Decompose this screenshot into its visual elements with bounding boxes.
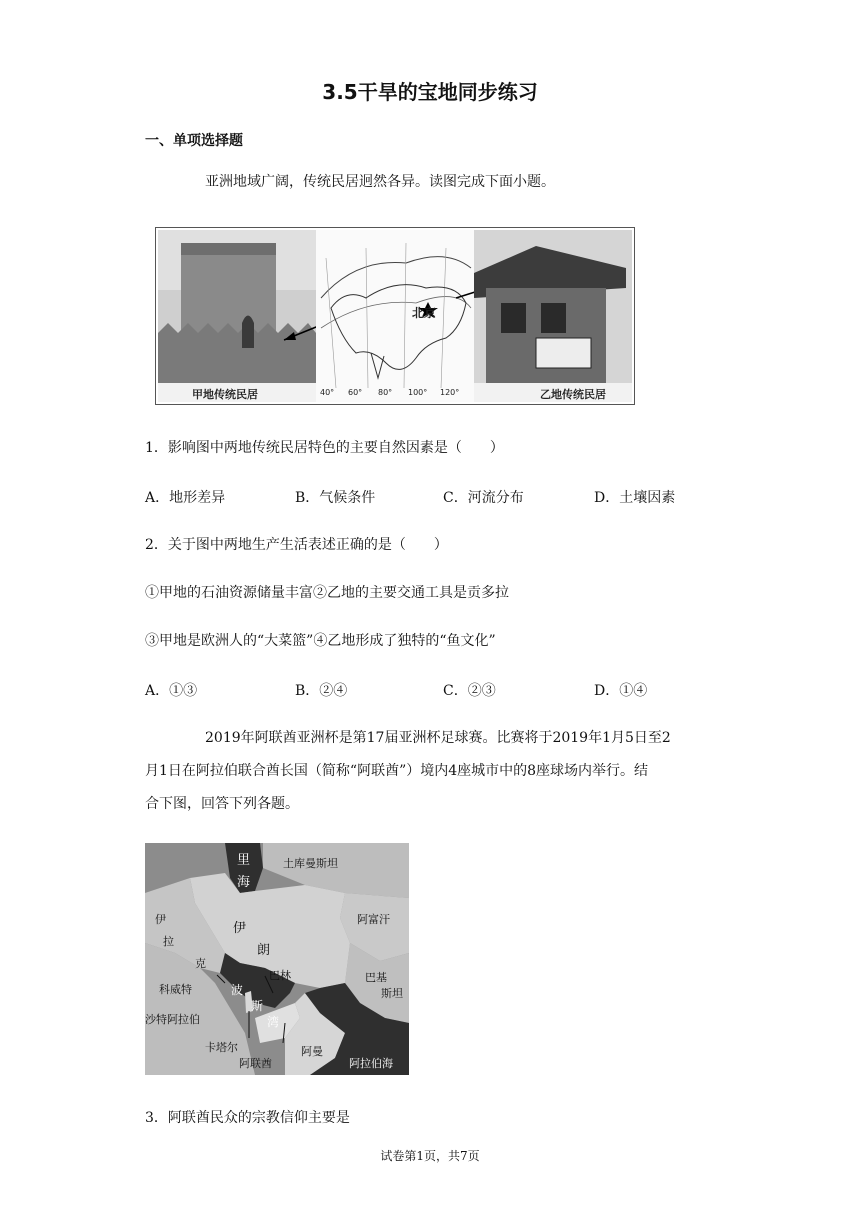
q2-option-d: D．①④ (594, 683, 648, 699)
map-label-gulf-3: 湾 (267, 1015, 280, 1029)
map-city-label: 北京 (412, 306, 437, 320)
map-label-iraq-3: 克 (195, 957, 206, 970)
map-label-arabian-sea: 阿拉伯海 (349, 1057, 393, 1070)
figure-persian-gulf-map (145, 843, 409, 1075)
map-label-iran-2: 朗 (257, 943, 271, 958)
q1-option-c: C．河流分布 (443, 490, 524, 506)
lon-tick: 80° (378, 388, 393, 397)
intro-paragraph-1: 亚洲地域广阔，传统民居迥然各异。读图完成下面小题。 (205, 174, 555, 190)
lon-tick: 40° (320, 388, 335, 397)
question-1-stem: 1．影响图中两地传统民居特色的主要自然因素是（ ） (145, 440, 504, 456)
q2-option-b: B．②④ (295, 683, 348, 699)
page-title: 3.5干旱的宝地同步练习 (322, 80, 538, 104)
map-label-turkmenistan: 土库曼斯坦 (283, 857, 338, 870)
map-label-pakistan-2: 斯坦 (381, 987, 403, 1000)
map-label-caspian-2: 海 (237, 875, 251, 890)
map-label-iran-1: 伊 (233, 921, 247, 936)
map-label-caspian-1: 里 (237, 853, 251, 868)
map-label-bahrain: 巴林 (269, 969, 291, 982)
question-3-stem: 3．阿联酋民众的宗教信仰主要是 (145, 1110, 350, 1126)
intro-paragraph-2-line-1: 2019年阿联酋亚洲杯是第17届亚洲杯足球赛。比赛将于2019年1月5日至2 (205, 730, 671, 746)
figure-houses-map-drawing (156, 228, 634, 404)
map-label-qatar: 卡塔尔 (205, 1041, 238, 1054)
q1-option-a: A．地形差异 (145, 490, 226, 506)
question-2-statement-1: ①甲地的石油资源储量丰富②乙地的主要交通工具是贡多拉 (145, 585, 509, 601)
map-label-pakistan-1: 巴基 (365, 971, 387, 984)
map-label-iraq-1: 伊 (155, 913, 166, 926)
section-heading: 一、单项选择题 (145, 133, 243, 149)
map-label-gulf-2: 斯 (251, 999, 264, 1013)
map-label-saudi-arabia: 沙特阿拉伯 (145, 1013, 200, 1026)
persian-gulf-map-drawing (145, 843, 409, 1075)
page-footer: 试卷第1页，共7页 (380, 1149, 480, 1163)
map-label-uae: 阿联酋 (239, 1057, 272, 1070)
right-house-caption: 乙地传统民居 (540, 388, 606, 401)
q1-option-d: D．土壤因素 (594, 490, 676, 506)
lon-tick: 120° (440, 388, 460, 397)
question-2-stem: 2．关于图中两地生产生活表述正确的是（ ） (145, 537, 448, 553)
map-label-iraq-2: 拉 (163, 935, 174, 948)
lon-tick: 100° (408, 388, 428, 397)
q1-option-b: B．气候条件 (295, 490, 376, 506)
map-label-kuwait: 科威特 (159, 983, 192, 996)
intro-paragraph-2-line-2: 月1日在阿拉伯联合酋长国（简称“阿联酋”）境内4座城市中的8座球场内举行。结 (145, 763, 649, 779)
q2-option-c: C．②③ (443, 683, 496, 699)
map-label-afghanistan: 阿富汗 (357, 913, 390, 926)
left-house-caption: 甲地传统民居 (192, 388, 258, 401)
figure-houses-map (155, 227, 635, 405)
lon-tick: 60° (348, 388, 363, 397)
map-label-gulf-1: 波 (231, 983, 244, 997)
intro-paragraph-2-line-3: 合下图，回答下列各题。 (145, 796, 299, 812)
map-label-oman: 阿曼 (301, 1045, 323, 1058)
q2-option-a: A．①③ (145, 683, 198, 699)
question-2-statement-2: ③甲地是欧洲人的“大菜篮”④乙地形成了独特的“鱼文化” (145, 633, 496, 649)
